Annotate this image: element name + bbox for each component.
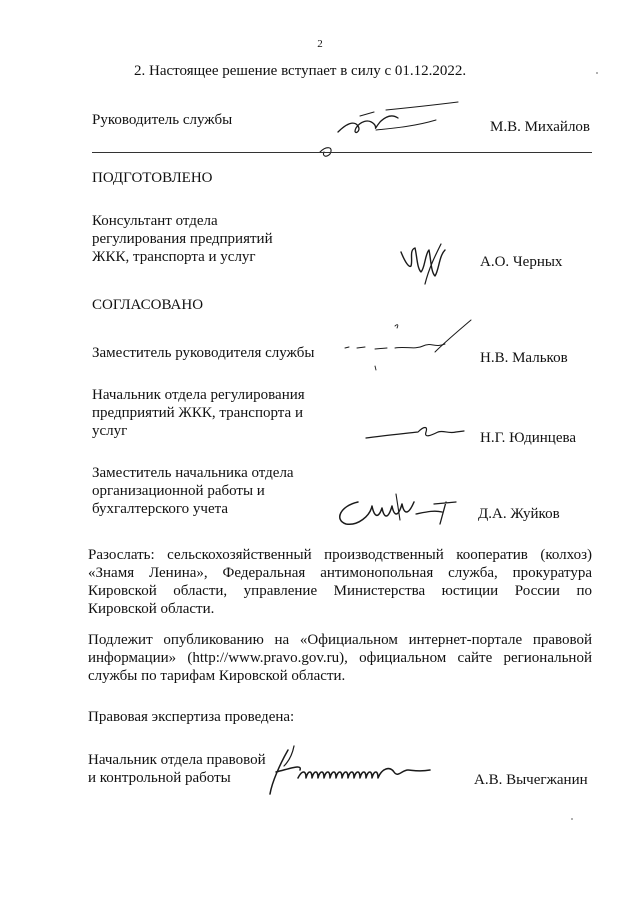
agreed-signer-name: Н.В. Мальков [480, 350, 568, 366]
legal-review-name: А.В. Вычегжанин [474, 772, 588, 788]
signature-separator-line [92, 152, 592, 153]
prepared-position-line: ЖКК, транспорта и услуг [92, 249, 256, 265]
distribution-line: «Знамя Ленина», Федеральная антимонопольная служба, прокуратура [88, 565, 592, 581]
prepared-position-line: регулирования предприятий [92, 231, 273, 247]
agreed-signer-position [92, 464, 294, 518]
prepared-position-line: Консультант отдела [92, 213, 218, 229]
publication-paragraph [88, 631, 592, 685]
scan-speck [596, 72, 598, 74]
agreed-signer-name: Д.А. Жуйков [478, 506, 560, 522]
agreed-signer-position-line: организационной работы и [92, 483, 265, 499]
agreed-signer-position-line: предприятий ЖКК, транспорта и [92, 405, 303, 421]
head-name: М.В. Михайлов [490, 119, 591, 135]
legal-review-position-line: и контрольной работы [88, 770, 231, 786]
prepared-name: А.О. Черных [480, 254, 563, 270]
distribution-line: Кировской области. [88, 601, 215, 617]
prepared-position [92, 212, 273, 266]
agreed-signer-position-line: Начальник отдела регулирования [92, 387, 305, 403]
decision-item: 2. Настоящее решение вступает в силу с 01.12.2022. [134, 63, 467, 79]
signature-agreed-1 [335, 312, 485, 374]
page-number: 2 [317, 38, 323, 50]
agreed-signer-position [92, 344, 314, 362]
agreed-signer-name: Н.Г. Юдинцева [480, 430, 577, 446]
publication-line: информации» (http://www.pravo.gov.ru), официальном сайте региональной [88, 650, 592, 666]
signature-agreed-3 [330, 490, 470, 534]
signature-agreed-2 [360, 418, 470, 448]
signature-prepared [395, 238, 465, 290]
agreed-signer-position-line: бухгалтерского учета [92, 501, 229, 517]
legal-review-position [88, 751, 266, 787]
legal-review-note: Правовая экспертиза проведена: [88, 709, 295, 725]
publication-line: Подлежит опубликованию на «Официальном интернет-портале правовой [88, 632, 592, 648]
distribution-line: Кировской области, управление Министерства юстиции России по [88, 583, 592, 599]
agreed-signer-position-line: услуг [92, 423, 128, 439]
prepared-heading: ПОДГОТОВЛЕНО [92, 170, 213, 186]
signature-legal-review [262, 742, 442, 802]
distribution-paragraph [88, 546, 592, 618]
head-position: Руководитель службы [92, 112, 233, 128]
agreed-heading: СОГЛАСОВАНО [92, 297, 204, 313]
distribution-line: Разослать: сельскохозяйственный производственный кооператив (колхоз) [88, 547, 592, 563]
legal-review-position-line: Начальник отдела правовой [88, 752, 266, 768]
agreed-signer-position [92, 386, 305, 440]
agreed-signer-position-line: Заместитель руководителя службы [92, 345, 315, 361]
publication-line: службы по тарифам Кировской области. [88, 668, 346, 684]
scan-speck [571, 818, 573, 820]
agreed-signer-position-line: Заместитель начальника отдела [92, 465, 294, 481]
